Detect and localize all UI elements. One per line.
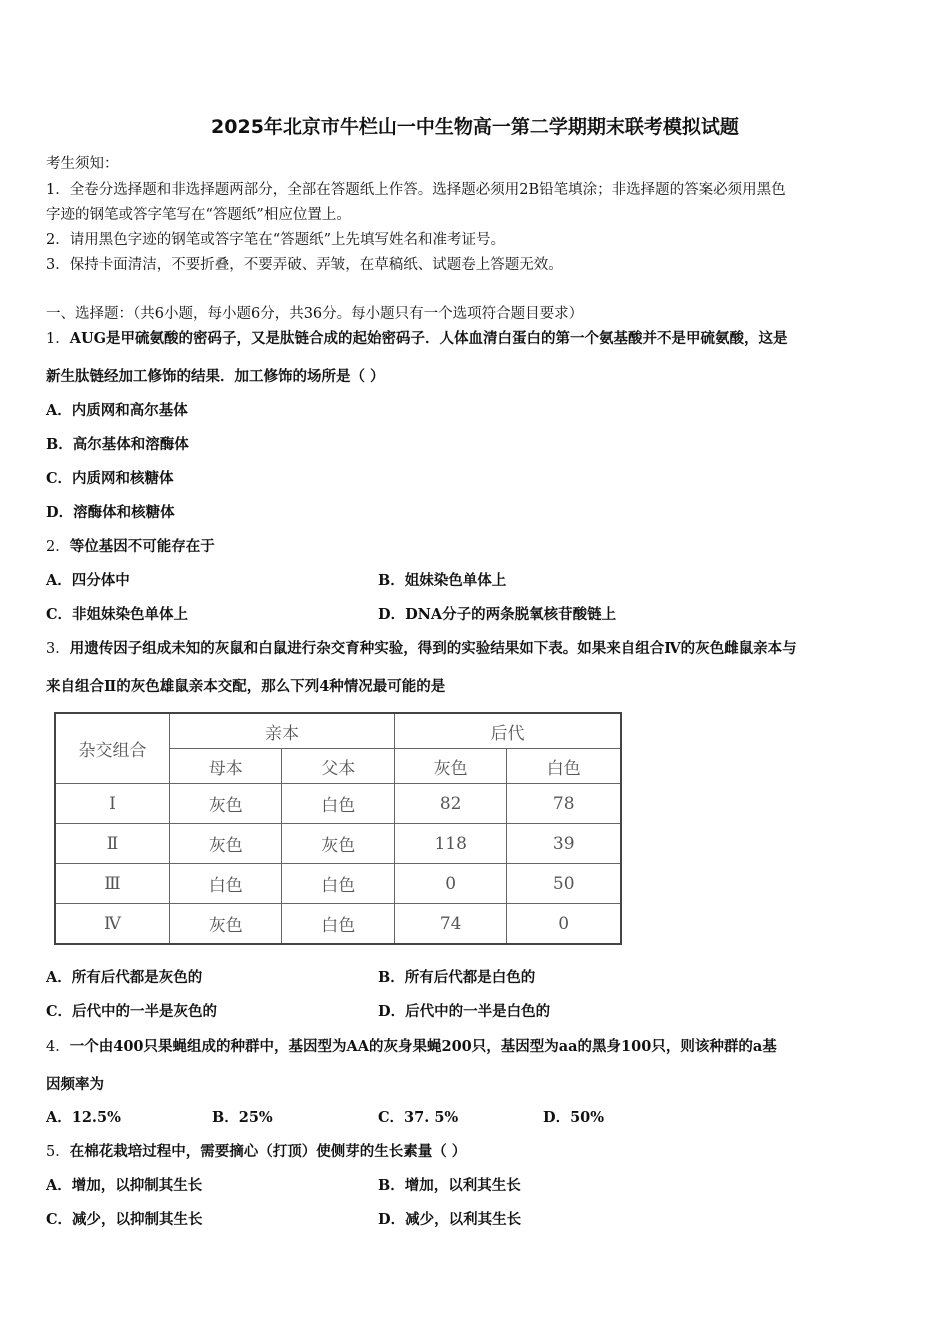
section-heading: 一、选择题：（共6小题，每小题6分，共36分。每小题只有一个选项符合题目要求） <box>46 306 584 322</box>
question-text: 一个由400只果蝇组成的种群中，基因型为AA的灰身果蝇200只，基因型为aa的黑身100只，则该种群的a基 <box>69 1038 777 1055</box>
header-white: 白色 <box>507 749 621 784</box>
table-cell: Ⅳ <box>55 904 170 945</box>
question-number: 5． <box>46 1144 70 1160</box>
header-grey: 灰色 <box>394 749 506 784</box>
option-d: D．后代中的一半是白色的 <box>378 1003 551 1020</box>
table-cell: 0 <box>394 864 506 904</box>
table-cell: 118 <box>394 824 506 864</box>
table-cell: 39 <box>507 824 621 864</box>
table-row <box>55 824 621 864</box>
option-d: D．50% <box>543 1109 605 1126</box>
table-cell: Ⅲ <box>55 864 170 904</box>
option-c: C．非姐妹染色单体上 <box>46 606 189 623</box>
table-cell: 灰色 <box>170 784 282 824</box>
option-c: C．37. 5% <box>378 1109 459 1126</box>
table-cell: 82 <box>394 784 506 824</box>
table-cell: 灰色 <box>170 824 282 864</box>
question-number: 3． <box>46 641 70 657</box>
question-text: 来自组合Ⅱ的灰色雄鼠亲本交配，那么下列4种情况最可能的是 <box>46 678 446 695</box>
question-4 <box>46 1035 777 1056</box>
option-b: B．增加，以利其生长 <box>378 1177 521 1194</box>
option-c: C．减少，以抑制其生长 <box>46 1211 203 1228</box>
option-b: B．25% <box>212 1109 273 1126</box>
question-text: 新生肽链经加工修饰的结果．加工修饰的场所是（ ） <box>46 368 385 385</box>
table-cell: 74 <box>394 904 506 945</box>
table-cell: 78 <box>507 784 621 824</box>
question-number: 2． <box>46 539 70 555</box>
question-text: AUG是甲硫氨酸的密码子，又是肽链合成的起始密码子．人体血清白蛋白的第一个氨基酸并不是甲硫氨酸，这是 <box>69 330 788 347</box>
option-a: A．增加，以抑制其生长 <box>46 1177 203 1194</box>
notice-line: 1．全卷分选择题和非选择题两部分，全部在答题纸上作答。选择题必须用2B铅笔填涂；非选择题的答案必须用黑色 <box>46 182 786 198</box>
header-father: 父本 <box>282 749 394 784</box>
notice-line: 字迹的钢笔或答字笔写在“答题纸”相应位置上。 <box>46 207 351 223</box>
table-cell: 灰色 <box>282 824 394 864</box>
option-c: C．内质网和核糖体 <box>46 470 174 487</box>
cross-results-table <box>54 712 622 945</box>
question-text: 等位基因不可能存在于 <box>69 538 215 555</box>
option-b: B．姐妹染色单体上 <box>378 572 507 589</box>
table-row <box>55 784 621 824</box>
option-d: D．溶酶体和核糖体 <box>46 504 175 521</box>
question-number: 1． <box>46 331 70 347</box>
table-row <box>55 864 621 904</box>
option-a: A．所有后代都是灰色的 <box>46 969 203 986</box>
table-header-row <box>55 713 621 749</box>
option-b: B．所有后代都是白色的 <box>378 969 536 986</box>
header-mother: 母本 <box>170 749 282 784</box>
question-1 <box>46 327 788 348</box>
table-cell: 白色 <box>282 784 394 824</box>
option-d: D．减少，以利其生长 <box>378 1211 522 1228</box>
option-a: A．四分体中 <box>46 572 130 589</box>
question-5 <box>46 1140 466 1161</box>
table-cell: 50 <box>507 864 621 904</box>
question-text: 在棉花栽培过程中，需要摘心（打顶）使侧芽的生长素量（ ） <box>69 1143 467 1160</box>
option-a: A．12.5% <box>46 1109 121 1126</box>
table-cell: 白色 <box>282 904 394 945</box>
question-2 <box>46 535 215 556</box>
notice-line: 3．保持卡面清洁，不要折叠，不要弄破、弄皱，在草稿纸、试题卷上答题无效。 <box>46 257 563 273</box>
option-d: D．DNA分子的两条脱氧核苷酸链上 <box>378 606 617 623</box>
table-cell: Ⅰ <box>55 784 170 824</box>
question-text: 用遗传因子组成未知的灰鼠和白鼠进行杂交育种实验，得到的实验结果如下表。如果来自组合Ⅳ的灰色雌鼠亲本与 <box>69 640 797 657</box>
header-offspring: 后代 <box>394 713 621 749</box>
notice-line: 2．请用黑色字迹的钢笔或答字笔在“答题纸”上先填写姓名和准考证号。 <box>46 232 506 248</box>
table-cell: Ⅱ <box>55 824 170 864</box>
header-parents: 亲本 <box>170 713 395 749</box>
table-cell: 灰色 <box>170 904 282 945</box>
table-cell: 白色 <box>282 864 394 904</box>
question-number: 4． <box>46 1039 70 1055</box>
notice-heading: 考生须知： <box>46 156 119 172</box>
question-text: 因频率为 <box>46 1076 104 1093</box>
option-c: C．后代中的一半是灰色的 <box>46 1003 218 1020</box>
table-row <box>55 904 621 945</box>
option-a: A．内质网和高尔基体 <box>46 402 188 419</box>
option-b: B．高尔基体和溶酶体 <box>46 436 189 453</box>
table-cell: 0 <box>507 904 621 945</box>
page-title: 2025年北京市牛栏山一中生物高一第二学期期末联考模拟试题 <box>211 116 739 138</box>
header-cross: 杂交组合 <box>55 713 170 784</box>
table-cell: 白色 <box>170 864 282 904</box>
question-3 <box>46 637 797 658</box>
